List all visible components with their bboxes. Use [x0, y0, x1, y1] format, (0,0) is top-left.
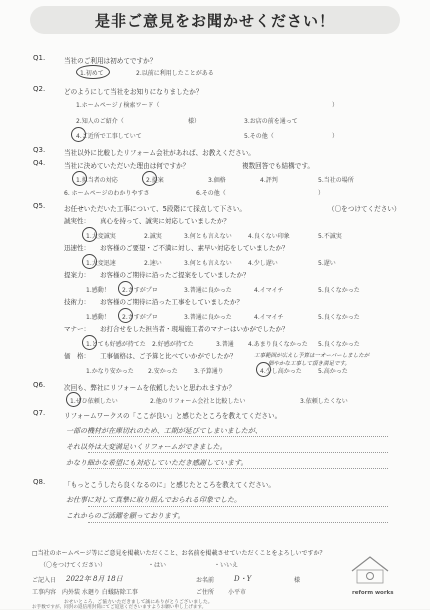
q5-item-label: マナー： — [64, 325, 90, 333]
handwritten-price-note: 細やかな工事して頂き満足です。 — [268, 361, 351, 367]
q4-number: Q4. — [33, 159, 46, 167]
date-label: ご記入日 — [32, 577, 57, 584]
thanks-note: おせいところ、ご協力いただきまして誠にありがとうございました。 — [64, 600, 213, 605]
q2-number: Q2. — [33, 85, 46, 93]
consent-text: □当社のホームページ等にご意見を掲載いただくこと、お名前を掲載させていただくことをよろしいですか？ — [32, 550, 326, 557]
q7-answer-line: それ以外は大変満足いくリフォームができました。 — [66, 443, 227, 451]
q4-option-5: 5.当社の場所 — [318, 177, 354, 184]
q4-option-7: 6.その他（ — [196, 190, 226, 197]
q5-item-label: 価 格： — [64, 352, 90, 360]
q6-number: Q6. — [33, 381, 46, 389]
consent-sub: （〇をつけてください） — [40, 562, 107, 569]
page-title: 是非ご意見をお聞かせください！ — [94, 12, 335, 30]
handwritten-price-note: 工事範囲が広えし予算は一オーバーしましたが — [254, 353, 370, 359]
q5-item-label: 技術力： — [64, 298, 90, 306]
q7-text: リフォームワークスの「ここが良い」と感じたところを教えてください。 — [64, 412, 282, 420]
q3-text: 当社以外に比較したリフォーム会社があれば、お教えください。 — [64, 149, 255, 157]
q2-option-1: 1.ホームページ / 検索ワード（ — [76, 102, 160, 109]
q1-option-2: 2.以前に利用したことがある — [136, 70, 214, 77]
q2-option-2: 2.知人のご紹介（ — [76, 118, 124, 125]
q5-item-desc: お客様のご期待に沿ったご提案をしていましたか？ — [100, 271, 250, 279]
address-label: ご住所 — [196, 589, 215, 596]
q6-text: 次回も、弊社にリフォームを依頼したいと思われますか？ — [64, 384, 236, 392]
logo-text: reform works — [352, 590, 394, 596]
q4-note: 複数回答でも結構です。 — [242, 162, 315, 170]
q2-option-4: 4.ご近所で工事していて — [76, 133, 142, 140]
address-value: 小平市 — [228, 589, 247, 596]
reform-works-logo — [348, 553, 392, 589]
q5-item-desc: お客様のご要望・ご不満に対し、素早い対応をしていましたか？ — [100, 244, 289, 252]
q4-option-6: 6. ホームページのわかりやすさ — [64, 190, 150, 197]
q4-option-3: 3.価格 — [208, 177, 226, 184]
q5-item-label: 迅速性： — [64, 244, 90, 252]
name-value: D・Y — [234, 575, 252, 583]
q2-option-3: 3.お店の前を通って — [244, 118, 298, 125]
q5-item-label: 提案力： — [64, 271, 90, 279]
sama-label: 様 — [294, 577, 301, 584]
q7-answer-line: かなり細かな希望にも対応していただき感謝しています。 — [66, 459, 248, 467]
work-value: 内外装 水廻り 白蟻防除工事 — [62, 589, 138, 596]
answer-circle — [76, 65, 110, 79]
q4-text: 当社に決めていただいた理由は何ですか？ — [64, 162, 190, 170]
name-label: お名前 — [196, 577, 215, 584]
q1-text: 当社のご利用は初めてですか？ — [64, 57, 157, 65]
q1-number: Q1. — [33, 54, 46, 62]
q7-answer-line: 一部の機材が在庫切れのため、工期が延びてしまいましたが、 — [66, 427, 262, 435]
q5-item-label: 誠実性： — [64, 217, 90, 225]
q8-text: 「もっとこうしたら良くなるのに」と感じたところを教えてください。 — [64, 481, 275, 489]
q2-text: どのようにして当社をお知りになりましたか？ — [64, 88, 203, 96]
q5-note: （〇をつけてください） — [328, 205, 401, 213]
q3-number: Q3. — [33, 146, 46, 154]
q5-number: Q5. — [33, 202, 46, 210]
q1-option-1: 1.初めて — [80, 70, 104, 77]
q4-option-4: 4.評判 — [260, 177, 278, 184]
return-note: お手数ですが、同封の返信用封筒にてご返送くださいますようお願い申し上げます。 — [32, 605, 207, 610]
q5-item-desc: 真心を持って、誠実に対応していましたか？ — [100, 217, 230, 225]
consent-yes: ・はい — [148, 562, 167, 569]
q5-item-desc: お客様のご期待に沿った工事をしていましたか？ — [100, 298, 243, 306]
q7-number: Q7. — [33, 409, 46, 417]
consent-no: ・いいえ — [214, 562, 239, 569]
date-value: 2022年 8月 18日 — [66, 575, 123, 583]
q5-item-desc: お打合せをした担当者・現場施工者のマナーはいかがでしたか？ — [100, 325, 289, 333]
q5-text: お任せいただいた工事について、5段階にて採点して下さい。 — [64, 205, 246, 213]
q4-option-1: 1.担当者の対応 — [76, 177, 118, 184]
q2-option-5: 5.その他（ — [244, 133, 274, 140]
q5-item-desc: 工事価格は、ご予算と比べていかがでしたか？ — [100, 352, 237, 360]
q8-number: Q8. — [33, 478, 46, 486]
q4-option-2: 2.提案 — [146, 177, 164, 184]
q8-answer-line: お仕事に対して真摯に取り組んでおられる印象でした。 — [66, 496, 241, 504]
q8-answer-line: これからのご活躍を願っております。 — [66, 512, 185, 520]
work-label: 工事内容 — [32, 589, 57, 596]
survey-page: 是非ご意見をお聞かせください！ Q1. 当社のご利用は初めてですか？ 1.初めて 2.以前に利用したことがある Q2. どのようにして当社をお知りになりましたか？ 1.ホームページ / 検索ワード（ ） 2.知人のご紹介（ 様） 3.お店の前を通って 4.ご近所で工事していて 5.その他（ ） Q3. 当社以外に比較したリフォーム会社があれば、お教えください。 Q4. 当社に決めていただいた理由は何ですか？ 複数回答でも結構です。 1.担当者の対応 2.提案 3.価格 4.評判 5.当社の場所 6. ホームページのわかりやすさ 6.その他（ ） Q5. お任せいただいた工事について、5段階にて採点して下さい。 （〇をつけてください） 誠実性： 真心を持って、誠実に対応していましたか？ 1.大変誠実 2.誠実 3.何とも言えない 4.良くない印象 5.不誠実 迅速性： お客様のご要望・ご不満に対し、素早い対応をしていましたか？ 1.大変迅速 2.速い 3.何とも言えない 4.少し遅い 5.遅い 提案力： お客様のご期待に沿ったご提案をしていましたか？ 1.感動！ 2.さすがプロ 3.普通に良かった 4.イマイチ 5.良くなかった 技術力： お客様のご期待に沿った工事をしていましたか？ 1.感動！ 2.さすがプロ 3.普通に良かった 4.イマイチ 5.良くなかった マナー： お打合せをした担当者・現場施工者のマナーはいかがでしたか？ 1.とても好感が持てた 2.好感が持てた 3.普通 4.あまり良くなかった 5.良くなかった 価 格： 工事価格は、ご予算と比べていかがでしたか？ 工事範囲が広えし予算は一オーバーしましたが 細やかな工事して頂き満足です。 1.かなり安かった 2.安かった 3.予算通り 4.少し高かった 5.高かった Q6. 次回も、弊社にリフォームを依頼したいと思われますか？ 1.ぜひ依頼したい 2.他のリフォーム会社と比較したい 3.依頼したくない Q7. リフォームワークスの「ここが良い」と感じたところを教えてください。 一部の機材が在庫切れのため、工期が延びてしまいましたが、 それ以外は大変満足いくリフォームができました。 かなり細かな希望にも対応していただき感謝しています。 Q8. 「もっとこうしたら良くなるのに」と感じたところを教えてください。 お仕事に対して真摯に取り組んでおられる印象でした。 これからのご活躍を願っております。 □当社のホームページ等にご意見を掲載いただくこと、お名前を掲載させていただくことをよろしいですか？ （〇をつけてください） ・はい ・いいえ ご記入日 2022年 8月 18日 お名前 D・Y 様 工事内容 内外装 水廻り 白蟻防除工事 ご住所 小平市 おせいところ、ご協力いただきまして誠にありがとうございました。 お手数ですが、同封の返信用封筒にてご返送くださいますようお願い申し上げます。 reform works — [0, 0, 430, 609]
